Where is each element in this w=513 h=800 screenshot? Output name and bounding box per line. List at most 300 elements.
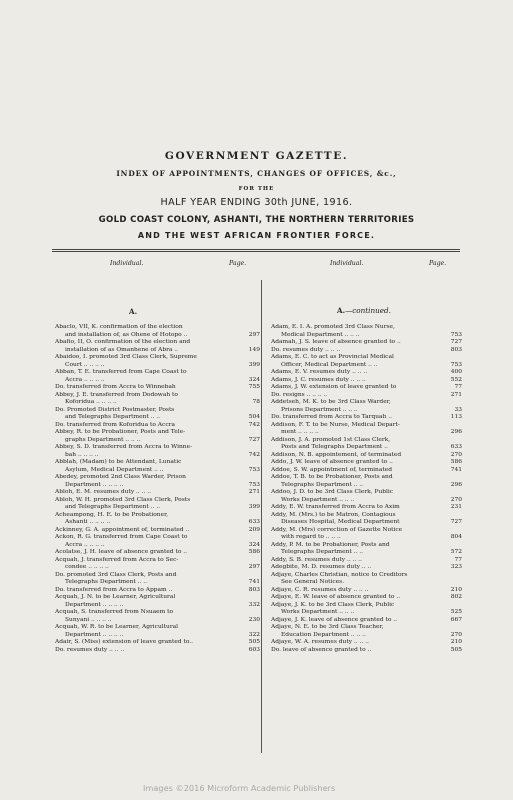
entry-text: Adjaye, N. E. to be 3rd Class Teacher, — [271, 624, 384, 630]
entry-text: Addison, F. T. to be Nurse, Medical Depart- — [271, 421, 400, 428]
index-entry-line — [271, 422, 462, 430]
entry-page-number: 231 — [450, 504, 462, 510]
index-entry-line — [55, 542, 260, 550]
entry-text: Adam, E. I. A. promoted 3rd Class Nurse, — [271, 324, 395, 330]
index-entry — [271, 564, 462, 572]
index-entry — [271, 459, 462, 467]
index-entry-line — [55, 519, 260, 527]
index-entry-line — [55, 399, 260, 407]
index-entry-line — [271, 332, 462, 340]
index-entry-line — [55, 452, 260, 460]
header-rule-top — [52, 249, 460, 250]
entry-page-number: 400 — [450, 369, 462, 375]
entry-text: Adjaye, J. K. to be 3rd Class Clerk, Public — [271, 601, 395, 608]
index-entry — [271, 542, 462, 557]
index-entry-line — [271, 467, 462, 475]
entry-text: ment .. .. .. .. — [281, 429, 319, 435]
index-entry — [55, 587, 260, 595]
entry-text: Addy, S. B. resumes duty .. .. .. — [271, 556, 362, 563]
index-entry — [271, 347, 462, 355]
index-entry — [271, 354, 462, 369]
entry-text: Ackinney, G. A. appointment of, terminated .. — [55, 526, 190, 533]
entry-text: Medical Department .. .. .. — [281, 331, 360, 338]
entry-text: Accra .. .. .. .. — [65, 376, 105, 383]
entry-page-number: 753 — [248, 481, 260, 488]
entry-text: Acheampong, H. E. to be Probationer, — [55, 511, 169, 518]
index-entry — [271, 339, 462, 347]
entry-page-number: 753 — [450, 331, 462, 338]
index-entry-line — [55, 617, 260, 625]
entry-text: Officer, Medical Department .. .. — [281, 361, 378, 368]
header-rule-bottom — [52, 251, 460, 252]
entry-text: Abedey, promoted 2nd Class Warder, Prison — [55, 474, 186, 480]
index-entry — [55, 324, 260, 339]
index-entry-line — [271, 377, 462, 385]
index-entry-line — [55, 339, 260, 347]
index-entry — [271, 467, 462, 475]
index-entry-line — [271, 452, 462, 460]
entry-page-number: 742 — [248, 421, 260, 428]
index-entry — [271, 324, 462, 339]
entry-page-number: 271 — [450, 391, 462, 398]
index-entry-line — [271, 497, 462, 505]
index-entry — [271, 647, 462, 655]
index-entry-line — [271, 639, 462, 647]
index-entry — [55, 392, 260, 407]
entry-page-number: 603 — [248, 646, 260, 653]
entry-page-number: 742 — [248, 451, 260, 458]
right-index-column — [271, 324, 462, 654]
index-entry-line — [55, 489, 260, 497]
left-head-page: Page. — [229, 260, 247, 267]
entry-text: Adams, E. V. resumes duty .. .. .. — [271, 369, 368, 375]
entry-page-number: 210 — [450, 586, 462, 593]
entry-page-number: 803 — [450, 346, 462, 353]
entry-text: Abloh, W. H. promoted 3rd Class Clerk, Posts — [55, 496, 191, 503]
index-entry — [271, 504, 462, 512]
entry-page-number: 505 — [248, 639, 260, 645]
entry-page-number: 297 — [248, 564, 260, 570]
index-entry-line — [271, 617, 462, 625]
entry-text: Ackon, R. G. transferred from Cape Coast to — [55, 534, 188, 540]
index-entry-line — [271, 474, 462, 482]
index-entry-line — [55, 467, 260, 475]
entry-page-number: 270 — [450, 631, 462, 638]
entry-text: Telegraphs Department .. .. — [281, 481, 364, 488]
entry-page-number: 667 — [450, 616, 462, 623]
index-entry-line — [271, 354, 462, 362]
index-entry-line — [271, 519, 462, 527]
index-entry-line — [271, 482, 462, 490]
index-entry-line — [271, 632, 462, 640]
period-heading: HALF YEAR ENDING 30th JUNE, 1916. — [160, 197, 353, 208]
entry-page-number: 270 — [450, 451, 462, 458]
index-entry-line — [271, 557, 462, 565]
index-entry — [271, 557, 462, 565]
entry-page-number: 210 — [450, 639, 462, 645]
index-entry — [271, 452, 462, 460]
entry-page-number: 753 — [450, 361, 462, 368]
index-entry-line — [271, 624, 462, 632]
index-entry-line — [271, 339, 462, 347]
entry-text: Abaclo, VII, K. confirmation of the election — [55, 324, 183, 330]
entry-text: Addoo, J. D. to be 3rd Class Clerk, Public — [271, 489, 394, 495]
entry-page-number: 525 — [450, 609, 462, 615]
entry-page-number: 77 — [454, 384, 462, 390]
index-entry — [271, 392, 462, 400]
index-entry — [55, 444, 260, 459]
entry-page-number: 727 — [450, 519, 462, 525]
index-entry — [271, 639, 462, 647]
entry-text: and installation of, as Ohene of Hotopo .. — [65, 331, 188, 338]
entry-text: Acquah, W. R. to be Learner, Agricultural — [55, 624, 179, 630]
index-entry-line — [271, 324, 462, 332]
entry-page-number: 113 — [450, 414, 462, 420]
index-entry-line — [271, 579, 462, 587]
entry-page-number: 633 — [450, 444, 462, 450]
index-entry — [55, 512, 260, 527]
index-entry-line — [271, 437, 462, 445]
index-entry-line — [271, 459, 462, 467]
index-entry — [271, 617, 462, 625]
index-entry — [271, 422, 462, 437]
index-entry-line — [271, 534, 462, 542]
entry-page-number: 324 — [248, 376, 260, 383]
entry-text: Abbey, S. D. transferred from Accra to Winne- — [55, 444, 193, 450]
index-entry-line — [55, 527, 260, 535]
index-entry-line — [55, 324, 260, 332]
entry-text: Accra .. .. .. .. — [65, 541, 105, 548]
index-entry — [55, 647, 260, 655]
entry-page-number: 572 — [450, 549, 462, 555]
index-entry-line — [271, 564, 462, 572]
index-entry-line — [55, 647, 260, 655]
entry-text: Koforidua .. .. .. .. — [65, 399, 117, 405]
index-entry — [271, 512, 462, 527]
entry-text: Asylum, Medical Department .. .. — [65, 466, 164, 473]
index-entry-line — [55, 429, 260, 437]
right-section-continued: —continued. — [345, 306, 391, 315]
index-entry-line — [55, 587, 260, 595]
index-entry — [271, 527, 462, 542]
entry-text: condee .. .. .. .. — [65, 564, 109, 570]
index-entry — [271, 384, 462, 392]
entry-text: Abaidoo, I. promoted 3rd Class Clerk, Supreme — [55, 354, 197, 360]
index-entry-line — [271, 647, 462, 655]
index-entry — [271, 624, 462, 639]
right-head-individual: Individual. — [330, 260, 364, 267]
entry-text: Telegraphs Department .. .. — [281, 549, 364, 555]
entry-text: Do. promoted 3rd Class Clerk, Posts and — [55, 571, 177, 578]
index-entry-line — [271, 504, 462, 512]
index-entry-line — [55, 384, 260, 392]
index-entry-line — [271, 549, 462, 557]
entry-text: See General Notices. — [281, 579, 345, 585]
entry-page-number: 399 — [248, 504, 260, 510]
entry-text: Adjaye, C. R. resumes duty .. .. .. — [271, 586, 369, 593]
entry-text: Do. resigns .. .. .. .. — [271, 391, 328, 398]
entry-text: Acquah, J. N. to be Learner, Agricultural — [55, 594, 176, 600]
index-entry-line — [271, 587, 462, 595]
entry-text: Posts and Telegraphs Department .. — [281, 444, 388, 450]
index-entry — [55, 407, 260, 422]
entry-text: Abban, T. E. transferred from Cape Coast to — [55, 369, 187, 375]
entry-page-number: 804 — [450, 534, 462, 540]
entry-text: Addy, M. (Mrs.) to be Matron, Contagious — [271, 511, 396, 518]
index-entry-line — [55, 564, 260, 572]
entry-page-number: 741 — [248, 579, 260, 585]
entry-text: Addison, J. A. promoted 1st Class Clerk, — [271, 436, 391, 443]
entry-text: and Telegraphs Department .. .. — [65, 504, 160, 510]
index-entry-line — [55, 549, 260, 557]
entry-text: Department .. .. .. .. — [65, 481, 124, 488]
index-entry — [55, 534, 260, 549]
index-entry-line — [271, 347, 462, 355]
entry-page-number: 77 — [454, 556, 462, 563]
index-entry-line — [55, 534, 260, 542]
entry-page-number: 399 — [248, 361, 260, 368]
index-entry — [55, 527, 260, 535]
index-entry — [55, 429, 260, 444]
index-entry-line — [55, 362, 260, 370]
index-entry — [55, 489, 260, 497]
entry-text: Do. transferred from Accra to Tarquah .. — [271, 414, 392, 420]
entry-page-number: 753 — [248, 466, 260, 473]
index-entry-line — [271, 609, 462, 617]
entry-page-number: 324 — [248, 541, 260, 548]
entry-text: Acolatse, J. H. leave of absence granted to .. — [55, 549, 187, 555]
entry-page-number: 505 — [450, 646, 462, 653]
index-entry-line — [55, 437, 260, 445]
entry-page-number: 552 — [450, 376, 462, 383]
column-divider — [261, 280, 262, 753]
territories-line-2: AND THE WEST AFRICAN FRONTIER FORCE. — [137, 231, 376, 240]
index-entry-line — [55, 624, 260, 632]
index-entry-line — [55, 512, 260, 520]
entry-text: Department .. .. .. .. — [65, 631, 124, 638]
entry-text: Do. Promoted District Postmaster, Posts — [55, 406, 175, 413]
entry-page-number: 741 — [450, 466, 462, 473]
entry-text: Do. resumes duty .. .. .. — [55, 646, 125, 653]
entry-text: Adegbite, M. D. resumes duty .. .. — [271, 564, 372, 570]
index-entry — [271, 587, 462, 595]
entry-page-number: 803 — [248, 586, 260, 593]
entry-text: with regard to .. .. .. — [281, 534, 341, 540]
index-entry-line — [55, 347, 260, 355]
entry-text: Addy, P. M. to be Probationer, Posts and — [271, 541, 390, 548]
entry-text: and Telegraphs Department .. .. — [65, 414, 160, 420]
entry-text: Prisons Department .. .. .. — [281, 406, 358, 413]
index-entry — [55, 639, 260, 647]
index-entry — [55, 624, 260, 639]
index-entry-line — [55, 414, 260, 422]
entry-text: Addo, J. W. leave of absence granted to .. — [271, 459, 393, 465]
entry-page-number: 209 — [248, 526, 260, 533]
index-entry-line — [55, 369, 260, 377]
index-entry-line — [55, 482, 260, 490]
for-the-label: FOR THE — [238, 186, 275, 192]
entry-page-number: 78 — [252, 399, 260, 405]
index-entry-line — [55, 579, 260, 587]
entry-page-number: 755 — [248, 384, 260, 390]
entry-text: Works Department .. .. .. — [281, 609, 355, 615]
entry-text: Addison, N. B. appointement, of terminated — [271, 451, 402, 458]
entry-text: Addy, E. W. transferred from Accra to Axim — [271, 504, 400, 510]
entry-text: Do. transferred from Accra to Appam .. — [55, 586, 173, 593]
entry-page-number: 504 — [248, 414, 260, 420]
index-entry-line — [55, 459, 260, 467]
right-head-page: Page. — [429, 260, 447, 267]
index-entry-line — [55, 332, 260, 340]
index-entry — [55, 369, 260, 384]
index-entry-line — [55, 504, 260, 512]
index-entry-line — [55, 422, 260, 430]
entry-page-number: 322 — [248, 631, 260, 638]
entry-page-number: 270 — [450, 496, 462, 503]
index-entry-line — [271, 594, 462, 602]
entry-page-number: 727 — [248, 436, 260, 443]
entry-text: Adjaye, W. A. resumes duty .. .. .. — [271, 639, 369, 645]
entry-text: Abbey, J. E. transferred from Dodowah to — [55, 391, 178, 398]
index-entry-line — [55, 444, 260, 452]
entry-page-number: 296 — [450, 481, 462, 488]
index-entry-line — [55, 474, 260, 482]
index-entry-line — [55, 602, 260, 610]
entry-text: Adams, J. W. extension of leave granted to — [271, 384, 397, 390]
left-index-column — [55, 324, 260, 654]
entry-text: Education Department .. .. .. — [281, 631, 366, 638]
index-entry — [55, 474, 260, 489]
index-entry-line — [271, 512, 462, 520]
entry-text: Do. leave of absence granted to .. — [271, 646, 372, 653]
entry-text: Ashanti .. .. .. .. — [65, 519, 111, 525]
index-entry — [271, 489, 462, 504]
entry-page-number: 633 — [248, 519, 260, 525]
index-entry-line — [55, 392, 260, 400]
entry-page-number: 271 — [248, 489, 260, 495]
entry-page-number: 802 — [450, 594, 462, 600]
entry-text: Acquah, J. transferred from Accra to Sec- — [55, 556, 179, 563]
entry-text: Acquah, S. transferred from Nsuaem to — [55, 609, 174, 615]
index-entry-line — [55, 354, 260, 362]
index-entry — [55, 497, 260, 512]
entry-text: Telegraphs Department .. .. — [65, 579, 148, 585]
entry-text: Abbey, R. to be Probationer, Posts and Tele- — [55, 429, 186, 435]
index-entry — [55, 384, 260, 392]
index-entry — [271, 369, 462, 377]
entry-text: bah .. .. .. .. — [65, 451, 99, 458]
index-entry — [55, 572, 260, 587]
entry-page-number: 296 — [450, 429, 462, 435]
index-entry — [55, 459, 260, 474]
index-entry-line — [271, 399, 462, 407]
index-entry-line — [55, 572, 260, 580]
index-entry-line — [271, 384, 462, 392]
entry-text: Addoe, S. W. appointment of, terminated — [271, 466, 392, 473]
entry-text: Adair, S. (Miss) extension of leave granted to.. — [55, 639, 194, 645]
index-entry-line — [271, 572, 462, 580]
index-entry-line — [55, 557, 260, 565]
entry-text: Abloh, E. M. resumes duty .. .. .. — [55, 489, 152, 495]
index-entry-line — [55, 407, 260, 415]
entry-page-number: 297 — [248, 331, 260, 338]
entry-text: Addetseh, M. K. to be 3rd Class Warder, — [271, 399, 391, 405]
left-head-individual: Individual. — [110, 260, 144, 267]
right-section-letter: A. — [337, 306, 346, 315]
index-entry — [271, 377, 462, 385]
index-entry-line — [271, 429, 462, 437]
entry-text: Adjaye, Charles Christian, notice to Creditors — [271, 571, 408, 578]
index-entry-line — [55, 632, 260, 640]
index-entry — [55, 354, 260, 369]
index-entry-line — [271, 407, 462, 415]
index-entry — [271, 437, 462, 452]
index-entry — [55, 557, 260, 572]
index-entry-line — [271, 489, 462, 497]
index-entry-line — [271, 527, 462, 535]
index-entry-line — [271, 542, 462, 550]
index-entry — [55, 339, 260, 354]
index-entry-line — [55, 594, 260, 602]
index-entry — [55, 422, 260, 430]
entry-text: Do. resumes duty .. .. .. — [271, 346, 341, 353]
territories-line-1: GOLD COAST COLONY, ASHANTI, THE NORTHERN TERRITORIES — [98, 215, 415, 225]
index-entry-line — [271, 414, 462, 422]
entry-text: graphs Department .. .. .. — [65, 436, 141, 443]
index-entry — [271, 414, 462, 422]
entry-text: installation of as Omanhene of Abra .. — [65, 346, 179, 353]
index-entry — [55, 594, 260, 609]
index-entry-line — [271, 392, 462, 400]
entry-text: Adjaye, J. K. leave of absence granted to .. — [271, 616, 398, 623]
entry-page-number: 586 — [248, 549, 260, 555]
entry-text: Works Department .. .. .. — [281, 496, 355, 503]
entry-text: Diseases Hospital, Medical Department — [281, 519, 400, 525]
entry-text: Adjaye, E. W. leave of absence granted to .. — [271, 594, 401, 600]
entry-page-number: 149 — [248, 346, 260, 353]
index-entry-line — [55, 377, 260, 385]
index-entry-line — [55, 497, 260, 505]
entry-page-number: 323 — [450, 564, 462, 570]
index-subtitle: INDEX OF APPOINTMENTS, CHANGES OF OFFICES, &c., — [116, 169, 397, 178]
microform-watermark: Images ©2016 Microform Academic Publishers — [143, 783, 336, 793]
index-entry-line — [55, 639, 260, 647]
index-entry — [271, 594, 462, 602]
entry-page-number: 33 — [454, 406, 462, 413]
index-entry — [271, 602, 462, 617]
index-entry-line — [271, 362, 462, 370]
entry-page-number: 332 — [248, 601, 260, 608]
entry-page-number: 230 — [248, 616, 260, 623]
entry-text: Adams, E. C. to act as Provincial Medical — [271, 354, 394, 360]
entry-text: Court .. .. .. .. — [65, 361, 105, 368]
index-entry-line — [271, 602, 462, 610]
entry-text: Abblah, (Madam) to be Attendant, Lunatic — [55, 459, 182, 465]
entry-text: Do. transferred from Accra to Winnebah — [55, 384, 176, 390]
entry-page-number: 727 — [450, 339, 462, 345]
index-entry — [271, 572, 462, 587]
entry-text: Addy, M. (Mrs) correction of Gazette Notice — [271, 526, 403, 533]
index-entry — [55, 549, 260, 557]
entry-page-number: 586 — [450, 459, 462, 465]
index-entry — [55, 609, 260, 624]
index-entry-line — [55, 609, 260, 617]
right-section-heading — [337, 306, 391, 315]
index-entry-line — [271, 444, 462, 452]
index-entry-line — [271, 369, 462, 377]
left-section-letter: A. — [129, 307, 138, 316]
entry-text: Abafio, II, O. confirmation of the election and — [55, 339, 191, 345]
